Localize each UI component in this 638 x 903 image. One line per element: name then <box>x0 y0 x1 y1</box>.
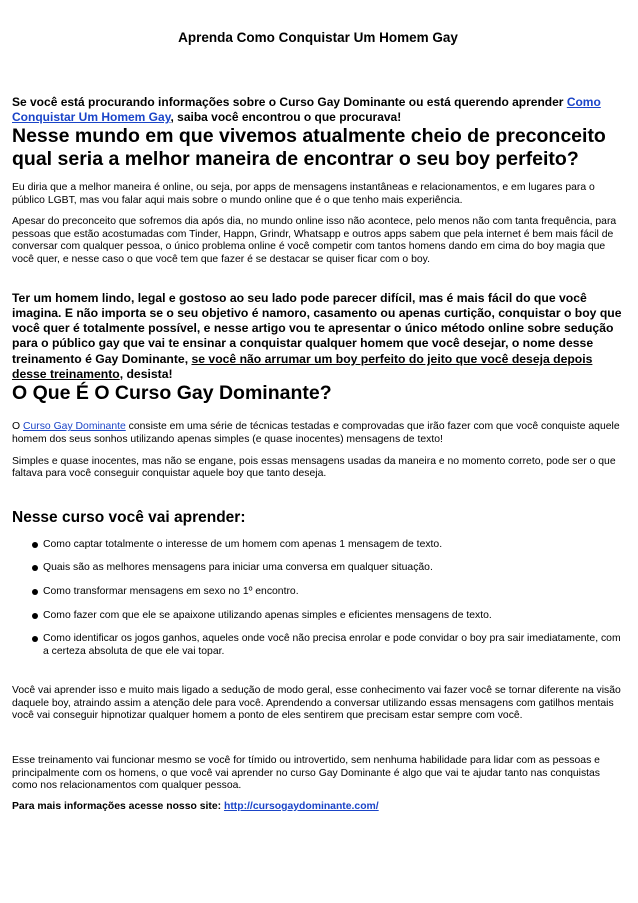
bold-paragraph-end: , desista! <box>119 367 173 382</box>
paragraph-treinamento: Esse treinamento vai funcionar mesmo se você for tímido ou introvertido, sem nenhuma habilidade para lidar com as pessoas e principalmente com os homens, o que você vai aprender no curso Gay Dominante é algo que vai te ajudar tanto nas conquistas como nos relacionamentos com qualquer pessoa. <box>12 755 600 792</box>
bullet-icon <box>32 613 38 619</box>
paragraph-online: Eu diria que a melhor maneira é online, ou seja, por apps de mensagens instantâneas e relacionamentos, e em lugares para o público LGBT, mas vou falar aqui mais sobre o mundo online que é o que tenho mais experiência. <box>12 182 595 206</box>
intro-paragraph <box>12 95 624 125</box>
list-item-text: Como captar totalmente o interesse de um homem com apenas 1 mensagem de texto. <box>43 538 443 550</box>
bold-paragraph-underlined: se você não arrumar um boy perfeito do jeito que você deseja depois desse treinamento <box>12 351 593 382</box>
learn-list <box>12 539 624 659</box>
paragraph-sedução: Você vai aprender isso e muito mais ligado a sedução de modo geral, esse conhecimento vai fazer você se tornar diferente na visão daquele boy, atraindo assim a atenção dele para você. Aprendendo a conversar utilizando essas mensagens com gatilhos mentais você vai conseguir hipnotizar qualquer homem a ponto de eles sentirem que precisam estar sempre com você. <box>12 685 621 722</box>
paragraph-simples: Simples e quase inocentes, mas não se engane, pois essas mensagens usadas da maneira e no momento correto, pode ser o que faltava para você conseguir conquistar aquele boy que tanto deseja. <box>12 455 616 480</box>
list-item <box>32 562 624 575</box>
bullet-icon <box>32 565 38 571</box>
paragraph-preconceito: Apesar do preconceito que sofremos dia após dia, no mundo online isso não acontece, pelo menos não com tanta frequência, para pessoas que estão acostumadas com Tinder, Happn, Grindr, Whatsapp e outros apps sabem que pela internet é bem mais fácil de conversar com qualquer pessoa, o único problema online é você competir com tantos homens dando em cima do boy magia que você quer, e nesse caso o que você tem que fazer é se destacar se quiser ficar com o boy. <box>12 216 617 265</box>
list-item-text: Como transformar mensagens em sexo no 1º encontro. <box>43 585 299 597</box>
heading-mundo: Nesse mundo em que vivemos atualmente cheio de preconceito qual seria a melhor maneira de encontrar o seu boy perfeito? <box>12 125 606 170</box>
footer-label: Para mais informações acesse nosso site: <box>12 800 224 812</box>
intro-link[interactable]: Como Conquistar Um Homem Gay <box>12 95 601 124</box>
footer-info <box>12 801 624 814</box>
list-item-text: Como identificar os jogos ganhos, aqueles onde você não precisa enrolar e pode convidar o boy pra sair imediatamente, com a certeza absoluta de que ele vai topar. <box>43 633 621 657</box>
bullet-icon <box>32 542 38 548</box>
paragraph-curso-before: O <box>12 421 23 433</box>
list-item <box>32 539 624 552</box>
intro-text-before: Se você está procurando informações sobre o Curso Gay Dominante ou está querendo aprender <box>12 95 567 109</box>
page-title: Aprenda Como Conquistar Um Homem Gay <box>178 30 458 45</box>
heading-aprender: Nesse curso você vai aprender: <box>12 508 246 526</box>
list-item-text: Como fazer com que ele se apaixone utilizando apenas simples e eficientes mensagens de texto. <box>43 609 492 621</box>
list-item <box>32 633 624 658</box>
list-item <box>32 610 624 623</box>
list-item <box>32 586 624 599</box>
paragraph-curso-after: consiste em uma série de técnicas testadas e comprovadas que irão fazer com que você conquiste aquele homem dos seus sonhos utilizando apenas simples (e quase inocentes) mensagens de texto! <box>12 421 620 445</box>
bold-paragraph <box>12 291 624 383</box>
heading-o-que-e: O Que É O Curso Gay Dominante? <box>12 382 332 405</box>
paragraph-curso <box>12 421 624 446</box>
intro-text-after: , saiba você encontrou o que procurava! <box>170 110 402 124</box>
list-item-text: Quais são as melhores mensagens para iniciar uma conversa em qualquer situação. <box>43 562 433 574</box>
curso-link[interactable]: Curso Gay Dominante <box>22 421 126 433</box>
bullet-icon <box>32 636 38 642</box>
site-link[interactable]: http://cursogaydominante.com/ <box>223 800 379 812</box>
bullet-icon <box>32 589 38 595</box>
bold-paragraph-main: Ter um homem lindo, legal e gostoso ao seu lado pode parecer difícil, mas é mais fácil do que você imagina. E não importa se o seu objetivo é namoro, casamento ou apenas curtição, conquistar o boy que você quer é totalmente possível, e nesse artigo vou te apresentar o único método online sobre sedução para o público gay que vai te ensinar a conquistar qualquer homem que você desejar, o nome desse treinamento é Gay Dominante, <box>12 290 622 366</box>
